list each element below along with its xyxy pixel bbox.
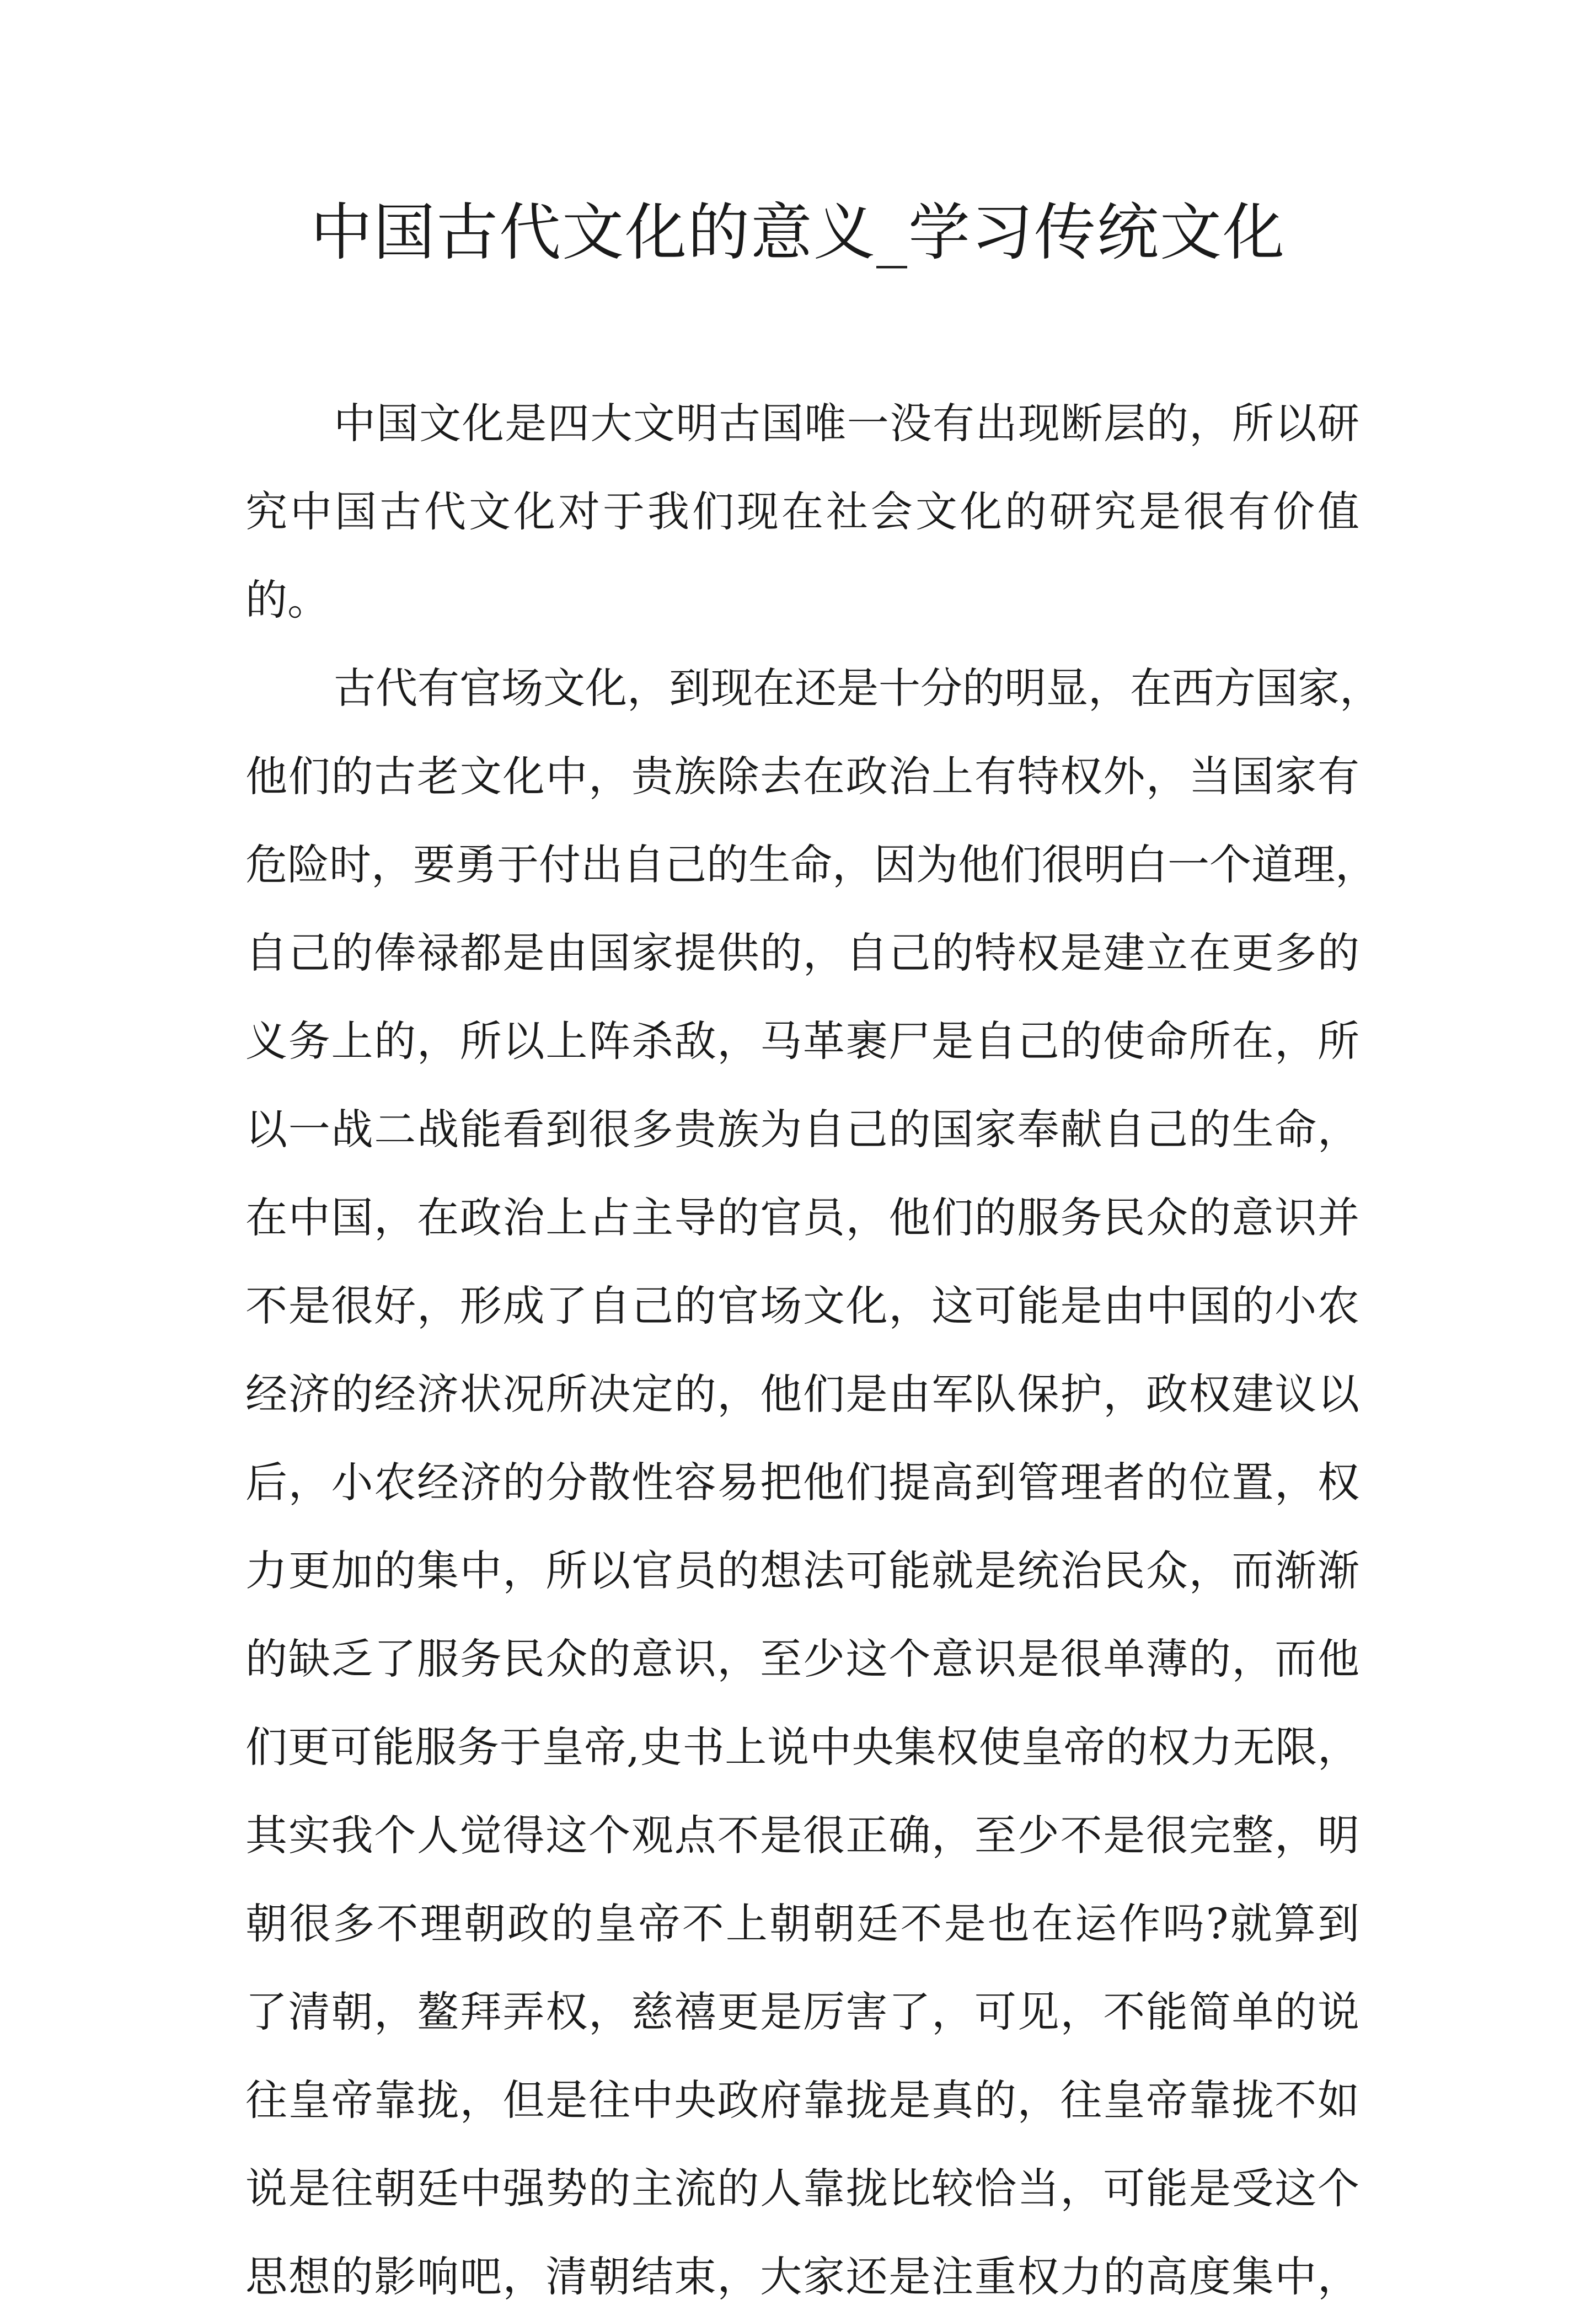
text-line: 后，小农经济的分散性容易把他们提高到管理者的位置，权 [245, 1458, 1359, 1507]
text-line: 力更加的集中，所以官员的想法可能就是统治民众，而渐渐 [245, 1546, 1359, 1595]
document-title: 中国古代文化的意义_学习传统文化 [310, 197, 1286, 269]
text-line: 自己的俸禄都是由国家提供的，自己的特权是建立在更多的 [245, 928, 1359, 977]
text-line: 不是很好，形成了自己的官场文化，这可能是由中国的小农 [245, 1281, 1359, 1330]
text-line: 究中国古代文化对于我们现在社会文化的研究是很有价值 [245, 487, 1359, 536]
text-line: 其实我个人觉得这个观点不是很正确，至少不是很完整，明 [245, 1811, 1359, 1860]
text-line: 的。 [245, 575, 329, 624]
text-line: 他们的古老文化中，贵族除去在政治上有特权外，当国家有 [245, 752, 1359, 801]
text-line: 往皇帝靠拢，但是往中央政府靠拢是真的，往皇帝靠拢不如 [245, 2076, 1359, 2125]
paragraph-2 [245, 644, 1381, 2321]
text-line: 在中国，在政治上占主导的官员，他们的服务民众的意识并 [245, 1193, 1359, 1242]
text-line: 了清朝，鳌拜弄权，慈禧更是厉害了，可见，不能简单的说 [245, 1987, 1359, 2036]
text-line: 说是往朝廷中强势的主流的人靠拢比较恰当，可能是受这个 [245, 2164, 1359, 2213]
text-line: 危险时，要勇于付出自己的生命，因为他们很明白一个道理， [245, 840, 1377, 889]
document-body [245, 379, 1381, 2321]
text-line: 经济的经济状况所决定的，他们是由军队保护，政权建议以 [245, 1370, 1359, 1419]
text-line: 们更可能服务于皇帝,史书上说中央集权使皇帝的权力无限， [245, 1723, 1359, 1772]
text-line: 义务上的，所以上阵杀敌，马革裹尸是自己的使命所在，所 [245, 1017, 1359, 1066]
text-line: 古代有官场文化，到现在还是十分的明显，在西方国家， [334, 664, 1381, 713]
text-line: 的缺乏了服务民众的意识，至少这个意识是很单薄的，而他 [245, 1634, 1359, 1683]
text-line: 中国文化是四大文明古国唯一没有出现断层的，所以研 [334, 399, 1359, 448]
paragraph-1 [245, 379, 1359, 644]
text-line: 思想的影响吧，清朝结束，大家还是注重权力的高度集中， [245, 2252, 1359, 2301]
text-line: 朝很多不理朝政的皇帝不上朝朝廷不是也在运作吗?就算到 [245, 1899, 1359, 1948]
text-line: 以一战二战能看到很多贵族为自己的国家奉献自己的生命， [245, 1105, 1359, 1154]
